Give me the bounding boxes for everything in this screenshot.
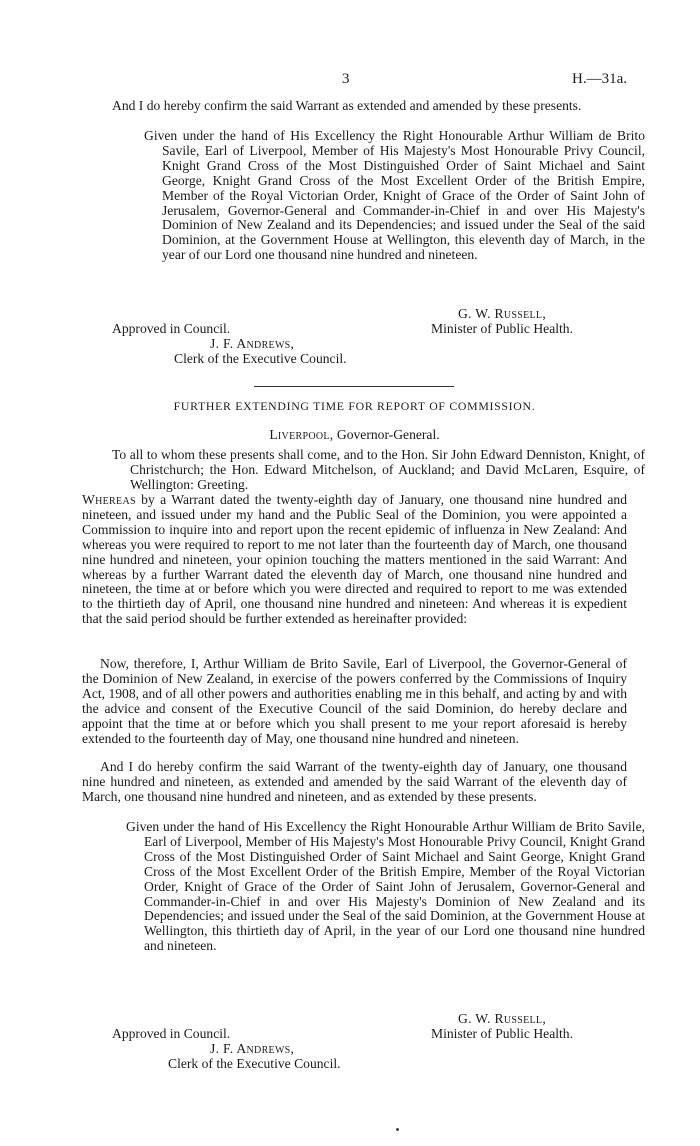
now-therefore-paragraph: Now, therefore, I, Arthur William de Brito Savile, Earl of Liverpool, the Governor-General of the Dominion of New Zealand, in exercise of the powers conferred by the Commissions of Inquiry Act, 1908, and of all other powers and authorities enabling me in this behalf, and acting by and with the advice and consent of the Executive Council of the said Dominion, do hereby declare and appoint that the time at or before which you shall present to me your report aforesaid is hereby extended to the fourteenth day of May, one thousand nine hundred and nineteen. xyxy=(82,656,627,746)
document-reference: H.—31a. xyxy=(572,71,627,87)
confirm-paragraph-2: And I do hereby confirm the said Warrant of the twenty-eighth day of January, one thousand nine hundred and nineteen, as extended and amended by the said Warrant of the eleventh day of March, one thousand nine hundred and nineteen, and as extended by these presents. xyxy=(82,759,627,804)
page-header xyxy=(82,72,627,88)
governor-line xyxy=(82,428,627,443)
whereas-lead: Whereas xyxy=(82,492,136,507)
clerk-title-1: Clerk of the Executive Council. xyxy=(174,351,347,366)
clerk-name-1: J. F. Andrews, xyxy=(210,336,295,351)
signatory-2 xyxy=(402,1012,602,1042)
section-divider xyxy=(254,386,454,387)
clerk-name-2: J. F. Andrews, xyxy=(210,1041,295,1056)
signatory-1 xyxy=(402,307,602,337)
given-paragraph-2: Given under the hand of His Excellency the Right Honourable Arthur William de Brito Savile, Earl of Liverpool, Member of His Majesty's Most Honourable Privy Council, Knight Grand Cross of the Most Distinguished Order of Saint Michael and Saint George, Knight Grand Cross of the Most Excellent Order of the British Empire, Member of the Royal Victorian Order, Knight of Grace of the Order of Saint John of Jerusalem, Governor-General and Commander-in-Chief in and over His Majesty's Dominion of New Zealand and its Dependencies; and issued under the Seal of the said Dominion, at the Government House at Wellington, this thirtieth day of April, in the year of our Lord one thousand nine hundred and nineteen. xyxy=(126,819,645,954)
signatory-name: G. W. Russell, xyxy=(457,1011,547,1026)
signatory-title: Minister of Public Health. xyxy=(431,1025,573,1041)
confirm-paragraph-1: And I do hereby confirm the said Warrant as extended and amended by these presents. xyxy=(112,98,582,113)
approved-label-2: Approved in Council. xyxy=(112,1026,231,1041)
address-paragraph: To all to whom these presents shall come, and to the Hon. Sir John Edward Denniston, Knight, of Christchurch; the Hon. Edward Mitchelson, of Auckland; and David McLaren, Esquire, of Wellington: Greeting. xyxy=(112,447,645,492)
given-paragraph-1: Given under the hand of His Excellency the Right Honourable Arthur William de Brito Savile, Earl of Liverpool, Member of His Majesty's Most Honourable Privy Council, Knight Grand Cross of the Most Distinguished Order of Saint Michael and Saint George, Knight Grand Cross of the Most Excellent Order of the British Empire, Member of the Royal Victorian Order, Knight of Grace of the Order of Saint John of Jerusalem, Governor-General and Commander-in-Chief in and over His Majesty's Dominion of New Zealand and its Dependencies; and issued under the Seal of the said Dominion, at the Government House at Wellington, this eleventh day of March, in the year of our Lord one thousand nine hundred and nineteen. xyxy=(144,128,645,263)
signatory-name: G. W. Russell, xyxy=(457,306,547,321)
whereas-paragraph xyxy=(82,493,627,627)
governor-name: Liverpool, xyxy=(269,427,334,442)
clerk-title-2: Clerk of the Executive Council. xyxy=(168,1056,341,1071)
signatory-title: Minister of Public Health. xyxy=(431,320,573,336)
section-heading: FURTHER EXTENDING TIME FOR REPORT OF COMMISSION. xyxy=(173,399,536,413)
page-number: 3 xyxy=(342,71,350,87)
whereas-text: by a Warrant dated the twenty-eighth day of January, one thousand nine hundred and nineteen, and issued under my hand and the Public Seal of the Dominion, you were appointed a Commission to inquire into and report upon the recent epidemic of influenza in New Zealand: And whereas you were required to report to me not later than the fourteenth day of March, one thousand nine hundred and nineteen, your opinion touching the matters mentioned in the said Warrant: And whereas by a further Warrant dated the eleventh day of March, one thousand nine hundred and nineteen, the time at or before which you were directed and required to report to me was extended to the thirtieth day of April, one thousand nine hundred and nineteen: And whereas it is expedient that the said period should be further extended as hereinafter provided: xyxy=(82,492,627,627)
footer-mark xyxy=(396,1128,399,1131)
governor-title: Governor-General. xyxy=(333,427,440,442)
approved-label-1: Approved in Council. xyxy=(112,321,231,336)
